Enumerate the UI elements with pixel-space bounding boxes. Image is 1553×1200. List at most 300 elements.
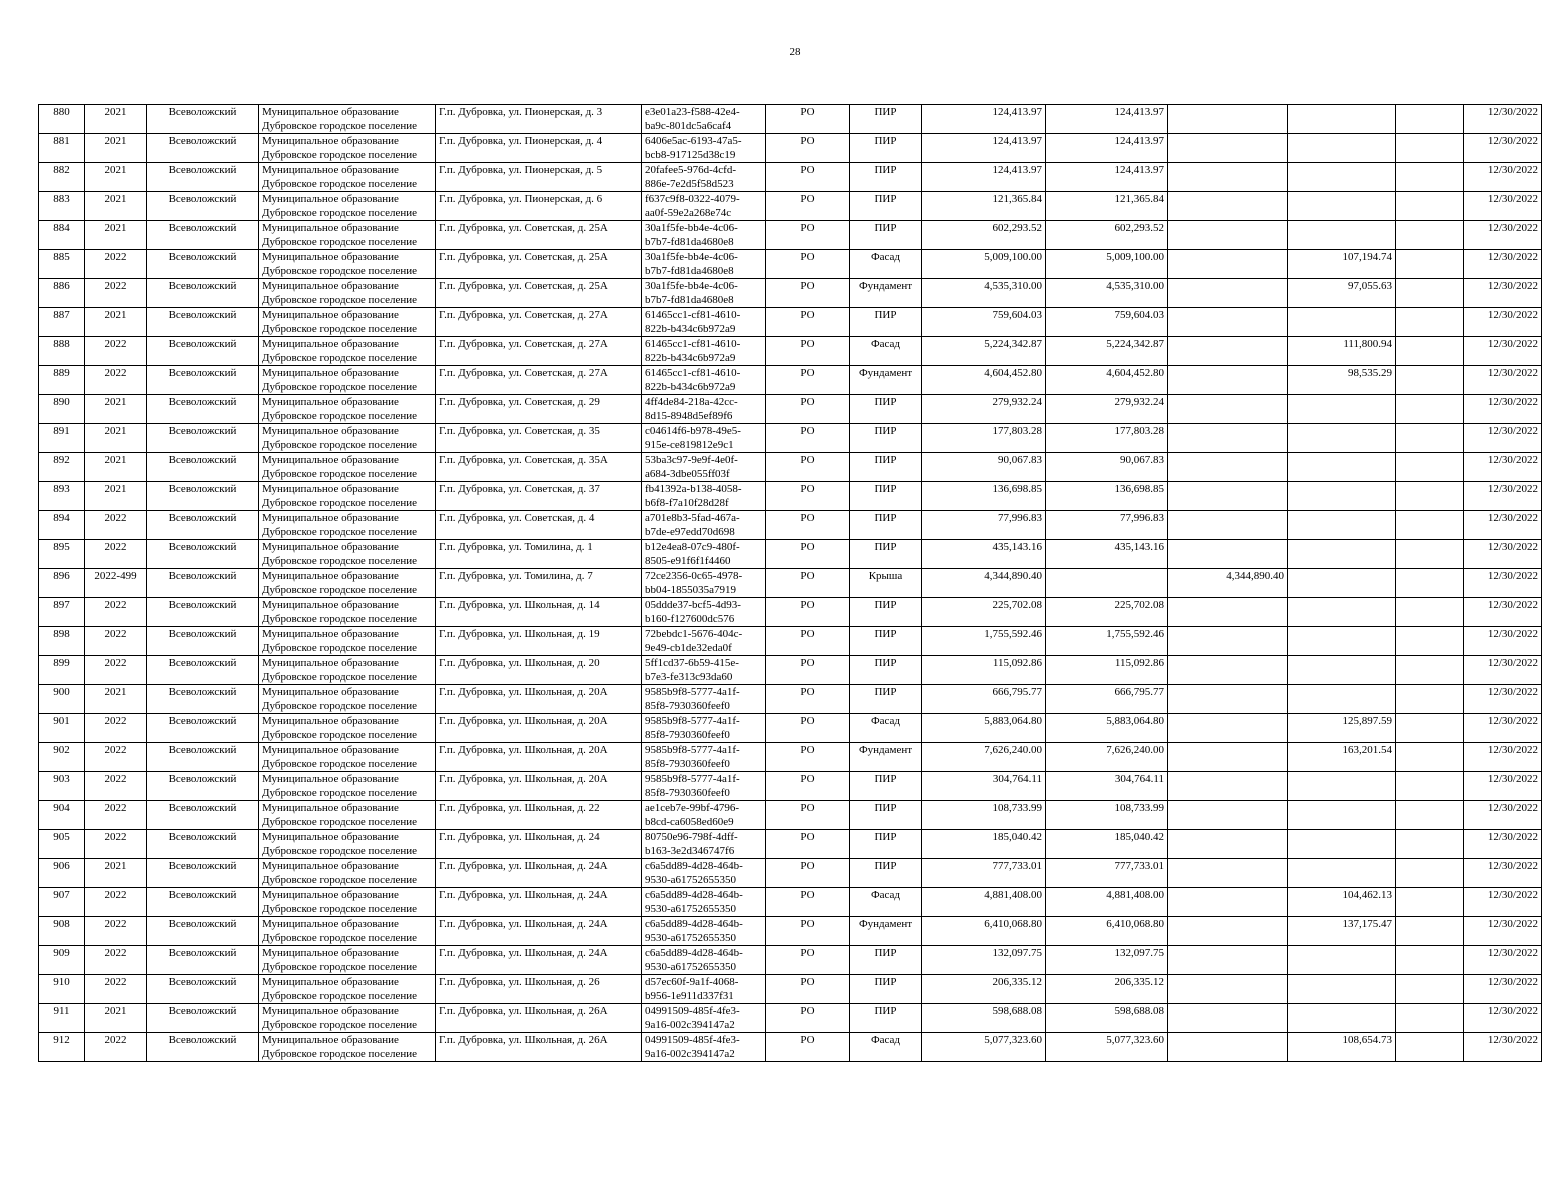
- cell-fund: РО: [766, 308, 850, 337]
- cell-municipality-line: Дубровское городское поселение: [262, 903, 418, 915]
- cell-number: 889: [39, 366, 85, 395]
- cell-guid: [642, 337, 766, 366]
- cell-fund: РО: [766, 453, 850, 482]
- cell-amount-2: [1168, 279, 1288, 308]
- cell-municipality-line: Дубровское городское поселение: [262, 555, 418, 567]
- cell-guid-line: c6a5dd89-4d28-464b-: [645, 918, 743, 930]
- cell-district: Всеволожский: [147, 946, 259, 975]
- cell-guid-line: 5ff1cd37-6b59-415e-: [645, 657, 739, 669]
- cell-year: 2022: [85, 279, 147, 308]
- cell-amount-2: [1168, 540, 1288, 569]
- cell-municipality-line: Муниципальное образование: [262, 628, 399, 640]
- cell-guid: [642, 569, 766, 598]
- cell-work-type: Фасад: [850, 888, 922, 917]
- cell-number: 884: [39, 221, 85, 250]
- cell-municipality: [259, 975, 436, 1004]
- cell-municipality-line: Дубровское городское поселение: [262, 1019, 418, 1031]
- cell-amount-1: 90,067.83: [1046, 453, 1168, 482]
- cell-guid-line: c6a5dd89-4d28-464b-: [645, 889, 743, 901]
- cell-year: 2022: [85, 772, 147, 801]
- cell-amount-4: [1396, 1033, 1464, 1062]
- cell-work-type: ПИР: [850, 163, 922, 192]
- cell-total: 304,764.11: [922, 772, 1046, 801]
- cell-amount-2: [1168, 163, 1288, 192]
- cell-work-type: ПИР: [850, 134, 922, 163]
- cell-municipality-line: Дубровское городское поселение: [262, 700, 418, 712]
- cell-guid-line: 9585b9f8-5777-4a1f-: [645, 715, 740, 727]
- cell-municipality-line: Дубровское городское поселение: [262, 758, 418, 770]
- cell-guid-line: aa0f-59e2a268e74c: [645, 207, 732, 219]
- cell-amount-4: [1396, 395, 1464, 424]
- cell-guid-line: bcb8-917125d38c19: [645, 149, 736, 161]
- cell-municipality-line: Дубровское городское поселение: [262, 120, 418, 132]
- cell-year: 2022: [85, 337, 147, 366]
- cell-municipality-line: Дубровское городское поселение: [262, 352, 418, 364]
- cell-municipality-line: Муниципальное образование: [262, 222, 399, 234]
- cell-guid: [642, 308, 766, 337]
- cell-fund: РО: [766, 714, 850, 743]
- cell-amount-2: [1168, 859, 1288, 888]
- cell-amount-3: 108,654.73: [1288, 1033, 1396, 1062]
- cell-guid: [642, 192, 766, 221]
- cell-guid-line: 8505-e91f6f1f4460: [645, 555, 731, 567]
- cell-amount-2: [1168, 482, 1288, 511]
- cell-fund: РО: [766, 511, 850, 540]
- cell-municipality-line: Муниципальное образование: [262, 512, 399, 524]
- table-row: [39, 163, 1542, 192]
- cell-guid: [642, 598, 766, 627]
- cell-district: Всеволожский: [147, 569, 259, 598]
- cell-municipality: [259, 714, 436, 743]
- cell-total: 4,604,452.80: [922, 366, 1046, 395]
- cell-municipality-line: Дубровское городское поселение: [262, 236, 418, 248]
- cell-address: Г.п. Дубровка, ул. Советская, д. 35: [436, 424, 642, 453]
- cell-total: 124,413.97: [922, 163, 1046, 192]
- cell-municipality: [259, 511, 436, 540]
- table-row: [39, 1033, 1542, 1062]
- cell-year: 2021: [85, 482, 147, 511]
- cell-date: 12/30/2022: [1464, 250, 1542, 279]
- cell-guid-line: 61465cc1-cf81-4610-: [645, 338, 741, 350]
- cell-address: Г.п. Дубровка, ул. Советская, д. 27А: [436, 366, 642, 395]
- cell-district: Всеволожский: [147, 279, 259, 308]
- cell-municipality-line: Муниципальное образование: [262, 715, 399, 727]
- cell-fund: РО: [766, 1033, 850, 1062]
- cell-amount-3: [1288, 134, 1396, 163]
- cell-guid-line: 30a1f5fe-bb4e-4c06-: [645, 251, 738, 263]
- cell-date: 12/30/2022: [1464, 975, 1542, 1004]
- cell-amount-1: 4,604,452.80: [1046, 366, 1168, 395]
- cell-number: 898: [39, 627, 85, 656]
- cell-total: 5,009,100.00: [922, 250, 1046, 279]
- cell-municipality-line: Муниципальное образование: [262, 338, 399, 350]
- cell-number: 906: [39, 859, 85, 888]
- cell-date: 12/30/2022: [1464, 569, 1542, 598]
- cell-guid-line: 8d15-8948d5ef89f6: [645, 410, 733, 422]
- table-row: [39, 424, 1542, 453]
- cell-amount-3: [1288, 308, 1396, 337]
- cell-amount-3: [1288, 772, 1396, 801]
- cell-municipality: [259, 656, 436, 685]
- cell-year: 2021: [85, 163, 147, 192]
- cell-guid-line: 72ce2356-0c65-4978-: [645, 570, 743, 582]
- cell-work-type: Фасад: [850, 250, 922, 279]
- cell-municipality: [259, 308, 436, 337]
- cell-fund: РО: [766, 888, 850, 917]
- cell-guid-line: 30a1f5fe-bb4e-4c06-: [645, 280, 738, 292]
- cell-fund: РО: [766, 859, 850, 888]
- cell-municipality-line: Дубровское городское поселение: [262, 468, 418, 480]
- table-row: [39, 134, 1542, 163]
- cell-guid-line: f637c9f8-0322-4079-: [645, 193, 740, 205]
- cell-guid-line: fb41392a-b138-4058-: [645, 483, 742, 495]
- cell-work-type: ПИР: [850, 308, 922, 337]
- cell-guid-line: 85f8-7930360feef0: [645, 758, 730, 770]
- cell-district: Всеволожский: [147, 337, 259, 366]
- cell-amount-4: [1396, 134, 1464, 163]
- cell-guid: [642, 1033, 766, 1062]
- cell-district: Всеволожский: [147, 1004, 259, 1033]
- cell-guid-line: 20fafee5-976d-4cfd-: [645, 164, 737, 176]
- cell-year: 2022: [85, 946, 147, 975]
- cell-guid: [642, 163, 766, 192]
- cell-guid: [642, 395, 766, 424]
- cell-work-type: ПИР: [850, 482, 922, 511]
- cell-guid-line: 53ba3c97-9e9f-4e0f-: [645, 454, 738, 466]
- cell-amount-1: 602,293.52: [1046, 221, 1168, 250]
- cell-municipality-line: Дубровское городское поселение: [262, 584, 418, 596]
- cell-amount-1: 435,143.16: [1046, 540, 1168, 569]
- cell-district: Всеволожский: [147, 714, 259, 743]
- cell-amount-1: 1,755,592.46: [1046, 627, 1168, 656]
- cell-work-type: ПИР: [850, 685, 922, 714]
- cell-municipality-line: Муниципальное образование: [262, 425, 399, 437]
- cell-date: 12/30/2022: [1464, 917, 1542, 946]
- page-number: 28: [789, 46, 801, 58]
- cell-address: Г.п. Дубровка, ул. Пионерская, д. 3: [436, 105, 642, 134]
- cell-number: 901: [39, 714, 85, 743]
- cell-guid: [642, 105, 766, 134]
- cell-municipality: [259, 163, 436, 192]
- cell-amount-3: [1288, 598, 1396, 627]
- cell-address: Г.п. Дубровка, ул. Школьная, д. 14: [436, 598, 642, 627]
- cell-municipality-line: Муниципальное образование: [262, 367, 399, 379]
- cell-guid: [642, 859, 766, 888]
- cell-fund: РО: [766, 627, 850, 656]
- cell-amount-2: [1168, 685, 1288, 714]
- cell-work-type: ПИР: [850, 975, 922, 1004]
- cell-address: Г.п. Дубровка, ул. Школьная, д. 20А: [436, 772, 642, 801]
- cell-guid-line: b956-1e911d337f31: [645, 990, 734, 1002]
- cell-amount-4: [1396, 453, 1464, 482]
- cell-total: 4,535,310.00: [922, 279, 1046, 308]
- cell-municipality-line: Муниципальное образование: [262, 802, 399, 814]
- cell-date: 12/30/2022: [1464, 192, 1542, 221]
- cell-district: Всеволожский: [147, 627, 259, 656]
- cell-amount-1: 759,604.03: [1046, 308, 1168, 337]
- cell-amount-4: [1396, 366, 1464, 395]
- cell-amount-2: [1168, 714, 1288, 743]
- cell-amount-2: 4,344,890.40: [1168, 569, 1288, 598]
- cell-fund: РО: [766, 685, 850, 714]
- table-row: [39, 395, 1542, 424]
- cell-municipality: [259, 801, 436, 830]
- cell-amount-2: [1168, 772, 1288, 801]
- cell-municipality-line: Муниципальное образование: [262, 686, 399, 698]
- cell-work-type: ПИР: [850, 221, 922, 250]
- cell-amount-3: [1288, 424, 1396, 453]
- cell-amount-2: [1168, 366, 1288, 395]
- cell-district: Всеволожский: [147, 801, 259, 830]
- cell-guid: [642, 482, 766, 511]
- cell-municipality: [259, 250, 436, 279]
- cell-municipality: [259, 946, 436, 975]
- cell-amount-2: [1168, 250, 1288, 279]
- cell-address: Г.п. Дубровка, ул. Пионерская, д. 5: [436, 163, 642, 192]
- cell-date: 12/30/2022: [1464, 772, 1542, 801]
- cell-fund: РО: [766, 279, 850, 308]
- cell-municipality: [259, 105, 436, 134]
- cell-number: 890: [39, 395, 85, 424]
- cell-work-type: ПИР: [850, 1004, 922, 1033]
- cell-municipality-line: Муниципальное образование: [262, 744, 399, 756]
- cell-guid-line: 9585b9f8-5777-4a1f-: [645, 773, 740, 785]
- cell-guid: [642, 134, 766, 163]
- cell-total: 759,604.03: [922, 308, 1046, 337]
- cell-guid-line: b163-3e2d346747f6: [645, 845, 735, 857]
- cell-total: 5,077,323.60: [922, 1033, 1046, 1062]
- cell-number: 880: [39, 105, 85, 134]
- cell-date: 12/30/2022: [1464, 685, 1542, 714]
- cell-guid: [642, 801, 766, 830]
- cell-guid-line: ae1ceb7e-99bf-4796-: [645, 802, 740, 814]
- cell-address: Г.п. Дубровка, ул. Школьная, д. 24: [436, 830, 642, 859]
- cell-amount-1: 7,626,240.00: [1046, 743, 1168, 772]
- cell-date: 12/30/2022: [1464, 279, 1542, 308]
- cell-municipality-line: Дубровское городское поселение: [262, 729, 418, 741]
- cell-amount-1: 598,688.08: [1046, 1004, 1168, 1033]
- cell-work-type: ПИР: [850, 772, 922, 801]
- cell-date: 12/30/2022: [1464, 1033, 1542, 1062]
- register-table: [38, 104, 1542, 1062]
- cell-amount-3: [1288, 453, 1396, 482]
- cell-guid-line: 9a16-002c394147a2: [645, 1019, 735, 1031]
- cell-date: 12/30/2022: [1464, 830, 1542, 859]
- cell-municipality-line: Дубровское городское поселение: [262, 961, 418, 973]
- cell-date: 12/30/2022: [1464, 598, 1542, 627]
- cell-address: Г.п. Дубровка, ул. Школьная, д. 24А: [436, 888, 642, 917]
- cell-district: Всеволожский: [147, 163, 259, 192]
- cell-address: Г.п. Дубровка, ул. Советская, д. 25А: [436, 279, 642, 308]
- cell-municipality-line: Дубровское городское поселение: [262, 323, 418, 335]
- cell-amount-4: [1396, 569, 1464, 598]
- cell-guid-line: b7b7-fd81da4680e8: [645, 265, 734, 277]
- cell-district: Всеволожский: [147, 975, 259, 1004]
- cell-district: Всеволожский: [147, 308, 259, 337]
- cell-fund: РО: [766, 656, 850, 685]
- cell-amount-2: [1168, 830, 1288, 859]
- cell-amount-1: 115,092.86: [1046, 656, 1168, 685]
- table-row: [39, 221, 1542, 250]
- cell-amount-4: [1396, 685, 1464, 714]
- cell-guid-line: d57ec60f-9a1f-4068-: [645, 976, 739, 988]
- cell-address: Г.п. Дубровка, ул. Советская, д. 25А: [436, 250, 642, 279]
- cell-municipality-line: Муниципальное образование: [262, 889, 399, 901]
- cell-total: 5,883,064.80: [922, 714, 1046, 743]
- cell-total: 602,293.52: [922, 221, 1046, 250]
- cell-number: 905: [39, 830, 85, 859]
- cell-municipality-line: Муниципальное образование: [262, 599, 399, 611]
- cell-work-type: ПИР: [850, 598, 922, 627]
- cell-guid: [642, 279, 766, 308]
- cell-amount-1: 5,224,342.87: [1046, 337, 1168, 366]
- cell-date: 12/30/2022: [1464, 511, 1542, 540]
- cell-municipality-line: Дубровское городское поселение: [262, 1048, 418, 1060]
- table-row: [39, 975, 1542, 1004]
- cell-total: 177,803.28: [922, 424, 1046, 453]
- cell-amount-1: 666,795.77: [1046, 685, 1168, 714]
- cell-address: Г.п. Дубровка, ул. Школьная, д. 20А: [436, 714, 642, 743]
- cell-fund: РО: [766, 250, 850, 279]
- table-row: [39, 279, 1542, 308]
- cell-amount-3: [1288, 163, 1396, 192]
- table-row: [39, 801, 1542, 830]
- cell-amount-4: [1396, 163, 1464, 192]
- cell-municipality: [259, 569, 436, 598]
- cell-amount-1: 136,698.85: [1046, 482, 1168, 511]
- cell-amount-1: 5,883,064.80: [1046, 714, 1168, 743]
- table-row: [39, 859, 1542, 888]
- cell-year: 2022: [85, 714, 147, 743]
- cell-fund: РО: [766, 801, 850, 830]
- cell-amount-3: [1288, 859, 1396, 888]
- cell-amount-2: [1168, 801, 1288, 830]
- cell-municipality-line: Муниципальное образование: [262, 541, 399, 553]
- cell-year: 2022: [85, 801, 147, 830]
- cell-guid: [642, 627, 766, 656]
- table-row: [39, 888, 1542, 917]
- cell-amount-2: [1168, 105, 1288, 134]
- cell-amount-1: 124,413.97: [1046, 105, 1168, 134]
- cell-work-type: ПИР: [850, 830, 922, 859]
- cell-year: 2021: [85, 308, 147, 337]
- cell-number: 895: [39, 540, 85, 569]
- cell-amount-1: 185,040.42: [1046, 830, 1168, 859]
- cell-amount-4: [1396, 830, 1464, 859]
- cell-guid-line: 9530-a61752655350: [645, 874, 737, 886]
- cell-municipality-line: Муниципальное образование: [262, 773, 399, 785]
- cell-work-type: ПИР: [850, 540, 922, 569]
- cell-guid: [642, 1004, 766, 1033]
- cell-total: 185,040.42: [922, 830, 1046, 859]
- cell-amount-4: [1396, 250, 1464, 279]
- cell-number: 887: [39, 308, 85, 337]
- table-row: [39, 598, 1542, 627]
- cell-municipality: [259, 366, 436, 395]
- cell-date: 12/30/2022: [1464, 540, 1542, 569]
- cell-address: Г.п. Дубровка, ул. Школьная, д. 20: [436, 656, 642, 685]
- cell-year: 2021: [85, 105, 147, 134]
- cell-guid-line: 30a1f5fe-bb4e-4c06-: [645, 222, 738, 234]
- table-row: [39, 830, 1542, 859]
- cell-district: Всеволожский: [147, 1033, 259, 1062]
- cell-number: 885: [39, 250, 85, 279]
- cell-total: 225,702.08: [922, 598, 1046, 627]
- cell-municipality: [259, 627, 436, 656]
- cell-year: 2022: [85, 511, 147, 540]
- cell-year: 2022: [85, 1033, 147, 1062]
- cell-fund: РО: [766, 192, 850, 221]
- cell-address: Г.п. Дубровка, ул. Школьная, д. 20А: [436, 685, 642, 714]
- cell-guid-line: b6f8-f7a10f28d28f: [645, 497, 729, 509]
- cell-municipality-line: Дубровское городское поселение: [262, 381, 418, 393]
- cell-fund: РО: [766, 598, 850, 627]
- cell-address: Г.п. Дубровка, ул. Школьная, д. 24А: [436, 917, 642, 946]
- cell-municipality-line: Дубровское городское поселение: [262, 816, 418, 828]
- cell-date: 12/30/2022: [1464, 308, 1542, 337]
- table-row: [39, 946, 1542, 975]
- cell-work-type: ПИР: [850, 511, 922, 540]
- cell-municipality-line: Муниципальное образование: [262, 657, 399, 669]
- cell-guid-line: 915e-ce819812e9c1: [645, 439, 734, 451]
- cell-total: 4,344,890.40: [922, 569, 1046, 598]
- cell-address: Г.п. Дубровка, ул. Советская, д. 4: [436, 511, 642, 540]
- cell-guid: [642, 540, 766, 569]
- cell-address: Г.п. Дубровка, ул. Советская, д. 37: [436, 482, 642, 511]
- cell-total: 5,224,342.87: [922, 337, 1046, 366]
- cell-district: Всеволожский: [147, 743, 259, 772]
- cell-municipality-line: Дубровское городское поселение: [262, 613, 418, 625]
- cell-municipality-line: Дубровское городское поселение: [262, 932, 418, 944]
- cell-amount-4: [1396, 859, 1464, 888]
- cell-total: 77,996.83: [922, 511, 1046, 540]
- cell-municipality: [259, 395, 436, 424]
- cell-year: 2022: [85, 743, 147, 772]
- cell-guid-line: e3e01a23-f588-42e4-: [645, 106, 740, 118]
- cell-municipality: [259, 685, 436, 714]
- cell-work-type: ПИР: [850, 859, 922, 888]
- cell-municipality-line: Муниципальное образование: [262, 106, 399, 118]
- cell-municipality: [259, 917, 436, 946]
- cell-total: 108,733.99: [922, 801, 1046, 830]
- cell-year: 2021: [85, 453, 147, 482]
- cell-amount-4: [1396, 888, 1464, 917]
- cell-district: Всеволожский: [147, 859, 259, 888]
- cell-year: 2021: [85, 395, 147, 424]
- cell-number: 891: [39, 424, 85, 453]
- cell-number: 893: [39, 482, 85, 511]
- cell-fund: РО: [766, 917, 850, 946]
- cell-municipality: [259, 424, 436, 453]
- cell-address: Г.п. Дубровка, ул. Томилина, д. 7: [436, 569, 642, 598]
- cell-guid-line: 85f8-7930360feef0: [645, 700, 730, 712]
- cell-date: 12/30/2022: [1464, 1004, 1542, 1033]
- cell-date: 12/30/2022: [1464, 859, 1542, 888]
- cell-guid-line: 822b-b434c6b972a9: [645, 323, 736, 335]
- cell-guid-line: 822b-b434c6b972a9: [645, 352, 736, 364]
- cell-total: 279,932.24: [922, 395, 1046, 424]
- cell-municipality: [259, 192, 436, 221]
- cell-fund: РО: [766, 946, 850, 975]
- cell-year: 2022: [85, 888, 147, 917]
- cell-amount-3: [1288, 801, 1396, 830]
- cell-amount-4: [1396, 482, 1464, 511]
- cell-amount-3: [1288, 975, 1396, 1004]
- table-row: [39, 917, 1542, 946]
- table-row: [39, 337, 1542, 366]
- cell-amount-1: [1046, 569, 1168, 598]
- cell-amount-2: [1168, 192, 1288, 221]
